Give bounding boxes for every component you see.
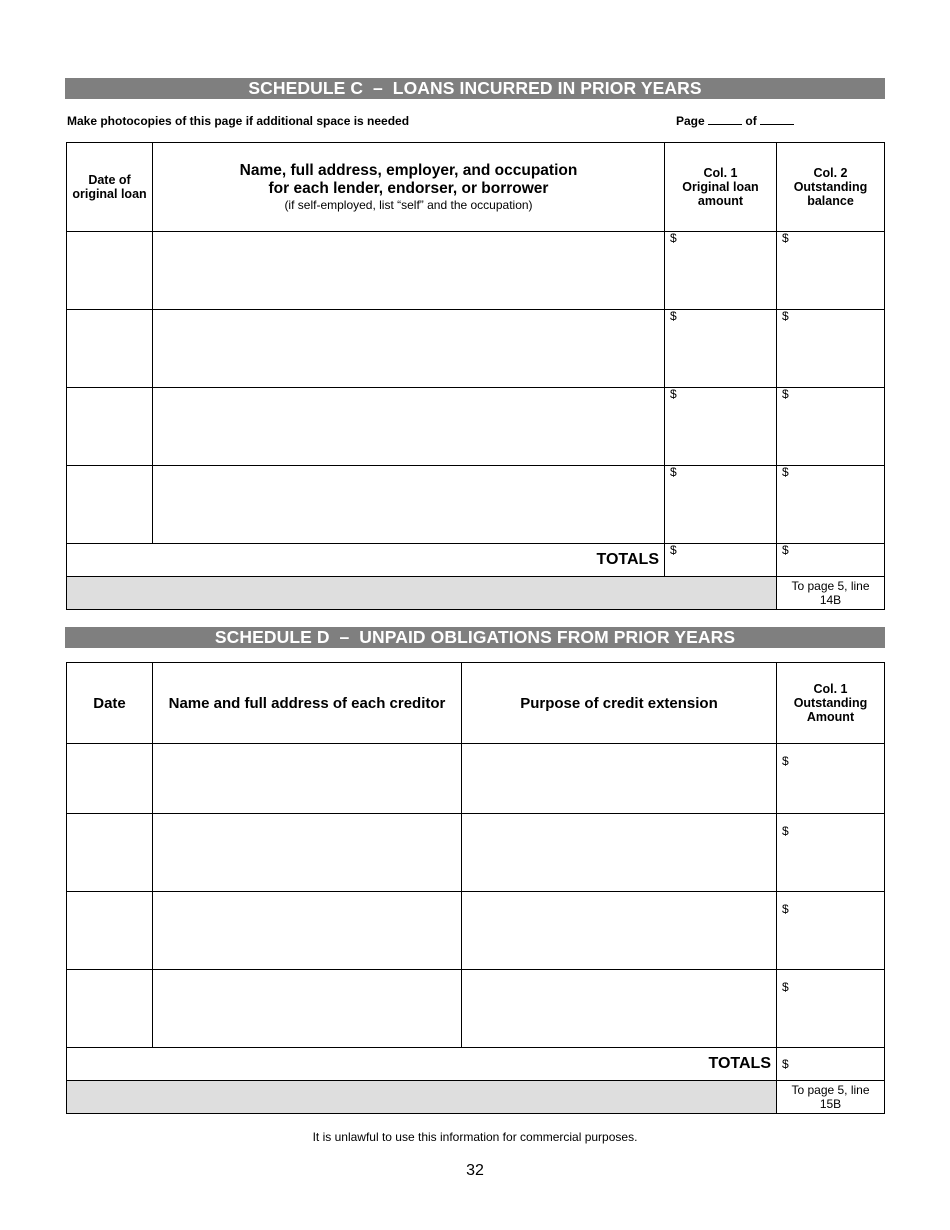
outstanding-balance-cell[interactable] (777, 388, 885, 466)
dollar-sign: $ (782, 902, 789, 916)
dollar-sign: $ (670, 231, 677, 245)
header-lender-info: Name, full address, employer, and occupation for each lender, endorser, or borrower (if self-employed, list “self” and the occupation) (153, 143, 665, 232)
dollar-sign: $ (670, 465, 677, 479)
date-cell[interactable] (67, 310, 153, 388)
dollar-sign: $ (782, 543, 789, 557)
to-page-note: To page 5, line 15B (777, 1081, 885, 1114)
table-row (67, 970, 885, 1048)
total-outstanding-balance-cell[interactable] (777, 544, 885, 577)
photocopy-note: Make photocopies of this page if additional space is needed (67, 114, 410, 128)
purpose-cell[interactable] (462, 814, 777, 892)
date-cell[interactable] (67, 388, 153, 466)
table-row (67, 232, 885, 310)
purpose-cell[interactable] (462, 970, 777, 1048)
dollar-sign: $ (782, 465, 789, 479)
header-col1-outstanding-amount: Col. 1 Outstanding Amount (777, 663, 885, 744)
date-cell[interactable] (67, 970, 153, 1048)
table-row (67, 814, 885, 892)
transfer-row (67, 1081, 885, 1114)
lender-info-cell[interactable] (153, 232, 665, 310)
dollar-sign: $ (782, 980, 789, 994)
page-total-input[interactable] (760, 114, 794, 125)
page-of-label: of (745, 114, 757, 128)
dollar-sign: $ (782, 309, 789, 323)
creditor-cell[interactable] (153, 970, 462, 1048)
outstanding-balance-cell[interactable] (777, 232, 885, 310)
totals-label: TOTALS (67, 1048, 777, 1081)
header-creditor: Name and full address of each creditor (153, 663, 462, 744)
dollar-sign: $ (782, 1057, 789, 1071)
creditor-cell[interactable] (153, 892, 462, 970)
outstanding-amount-cell[interactable] (777, 892, 885, 970)
shaded-cell (67, 577, 777, 610)
schedule-d-title: SCHEDULE D – UNPAID OBLIGATIONS FROM PRIOR YEARS (65, 627, 885, 648)
date-cell[interactable] (67, 232, 153, 310)
schedule-c-title: SCHEDULE C – LOANS INCURRED IN PRIOR YEARS (65, 78, 885, 99)
schedule-d-table (66, 662, 885, 1114)
date-cell[interactable] (67, 466, 153, 544)
outstanding-balance-cell[interactable] (777, 310, 885, 388)
dollar-sign: $ (782, 387, 789, 401)
date-cell[interactable] (67, 744, 153, 814)
original-amount-cell[interactable] (665, 232, 777, 310)
schedule-c-header-row (67, 143, 885, 232)
original-amount-cell[interactable] (665, 466, 777, 544)
dollar-sign: $ (782, 231, 789, 245)
header-col1-original-amount: Col. 1 Original loan amount (665, 143, 777, 232)
outstanding-amount-cell[interactable] (777, 744, 885, 814)
dollar-sign: $ (782, 824, 789, 838)
purpose-cell[interactable] (462, 744, 777, 814)
dollar-sign: $ (670, 309, 677, 323)
original-amount-cell[interactable] (665, 388, 777, 466)
schedule-d-header-row (67, 663, 885, 744)
table-row (67, 892, 885, 970)
page-label: Page (676, 114, 705, 128)
page-of-field (676, 114, 794, 128)
table-row (67, 310, 885, 388)
table-row (67, 388, 885, 466)
dollar-sign: $ (670, 543, 677, 557)
original-amount-cell[interactable] (665, 310, 777, 388)
total-original-amount-cell[interactable] (665, 544, 777, 577)
lender-info-cell[interactable] (153, 466, 665, 544)
lender-info-cell[interactable] (153, 310, 665, 388)
header-purpose: Purpose of credit extension (462, 663, 777, 744)
page-number-input[interactable] (708, 114, 742, 125)
header-date: Date (67, 663, 153, 744)
lender-info-cell[interactable] (153, 388, 665, 466)
table-row (67, 466, 885, 544)
header-col2-outstanding-balance: Col. 2 Outstanding balance (777, 143, 885, 232)
totals-row (67, 544, 885, 577)
creditor-cell[interactable] (153, 744, 462, 814)
total-outstanding-amount-cell[interactable] (777, 1048, 885, 1081)
purpose-cell[interactable] (462, 892, 777, 970)
to-page-note: To page 5, line 14B (777, 577, 885, 610)
outstanding-balance-cell[interactable] (777, 466, 885, 544)
schedule-c-table (66, 142, 885, 610)
table-row (67, 744, 885, 814)
date-cell[interactable] (67, 892, 153, 970)
header-date-original-loan: Date of original loan (67, 143, 153, 232)
date-cell[interactable] (67, 814, 153, 892)
transfer-row (67, 577, 885, 610)
totals-label: TOTALS (67, 544, 665, 577)
shaded-cell (67, 1081, 777, 1114)
outstanding-amount-cell[interactable] (777, 814, 885, 892)
commercial-use-notice: It is unlawful to use this information for commercial purposes. (312, 1130, 638, 1144)
page-number: 32 (466, 1162, 484, 1179)
totals-row (67, 1048, 885, 1081)
dollar-sign: $ (670, 387, 677, 401)
dollar-sign: $ (782, 754, 789, 768)
creditor-cell[interactable] (153, 814, 462, 892)
outstanding-amount-cell[interactable] (777, 970, 885, 1048)
